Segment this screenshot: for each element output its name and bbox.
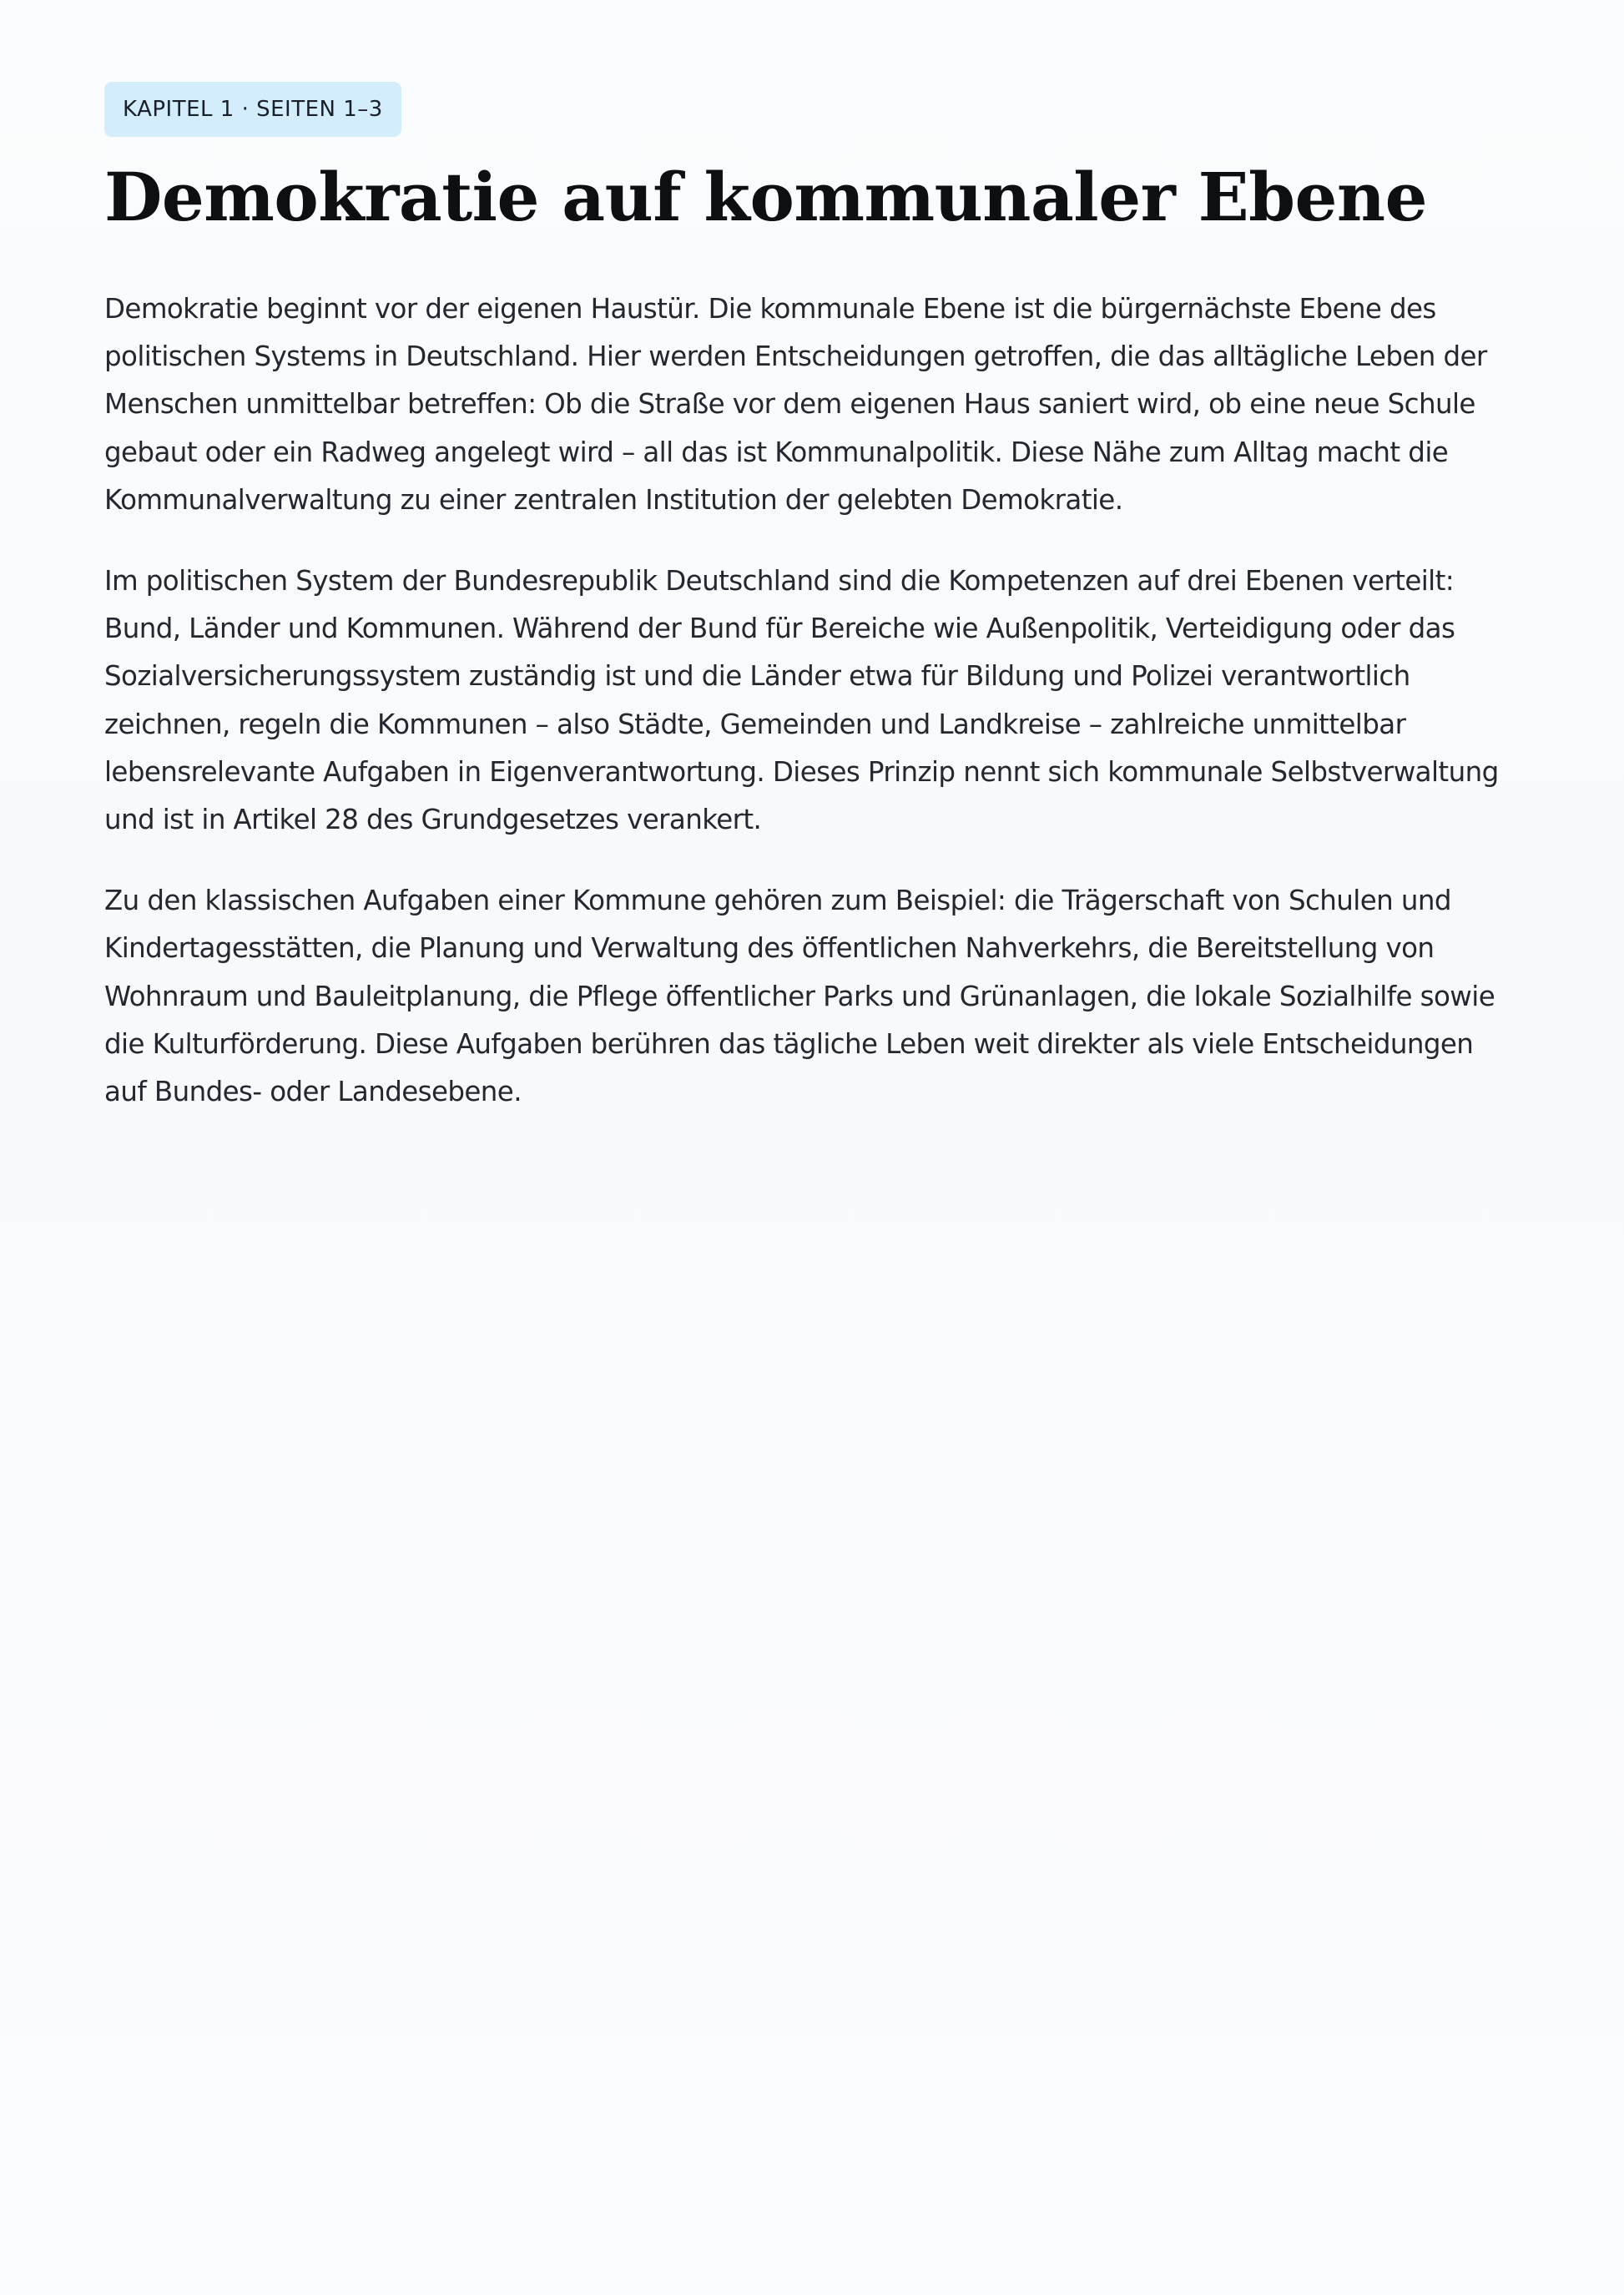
- document-page: [104, 82, 1523, 1149]
- body-text: [104, 285, 1523, 1116]
- page-title: Demokratie auf kommunaler Ebene: [104, 158, 1427, 236]
- paragraph: Im politischen System der Bundesrepublik Deutschland sind die Kompetenzen auf drei Ebenen verteilt: Bund, Länder und Kommunen. Während der Bund für Bereiche wie Außenpolitik, Verteidigung oder das Sozialversicherungssystem zuständig ist und die Länder etwa für Bildung und Polizei verantwortlich zeichnen, regeln die Kommunen – also Städte, Gemeinden und Landkreise – zahlreiche unmittelbar lebensrelevante Aufgaben in Eigenverantwortung. Dieses Prinzip nennt sich kommunale Selbstverwaltung und ist in Artikel 28 des Grundgesetzes verankert.: [104, 565, 1499, 836]
- paragraph: Zu den klassischen Aufgaben einer Kommune gehören zum Beispiel: die Trägerschaft von Schulen und Kindertagesstätten, die Planung und Verwaltung des öffentlichen Nahverkehrs, die Bereitstellung von Wohnraum und Bauleitplanung, die Pflege öffentlicher Parks und Grünanlagen, die lokale Sozialhilfe sowie die Kulturförderung. Diese Aufgaben berühren das tägliche Leben weit direkter als viele Entscheidungen auf Bundes- oder Landesebene.: [104, 885, 1495, 1108]
- chapter-badge: KAPITEL 1 · SEITEN 1–3: [104, 82, 401, 137]
- paragraph: Demokratie beginnt vor der eigenen Haustür. Die kommunale Ebene ist die bürgernächste Ebene des politischen Systems in Deutschland. Hier werden Entscheidungen getroffen, die das alltägliche Leben der Menschen unmittelbar betreffen: Ob die Straße vor dem eigenen Haus saniert wird, ob eine neue Schule gebaut oder ein Radweg angelegt wird – all das ist Kommunalpolitik. Diese Nähe zum Alltag macht die Kommunalverwaltung zu einer zentralen Institution der gelebten Demokratie.: [104, 293, 1487, 516]
